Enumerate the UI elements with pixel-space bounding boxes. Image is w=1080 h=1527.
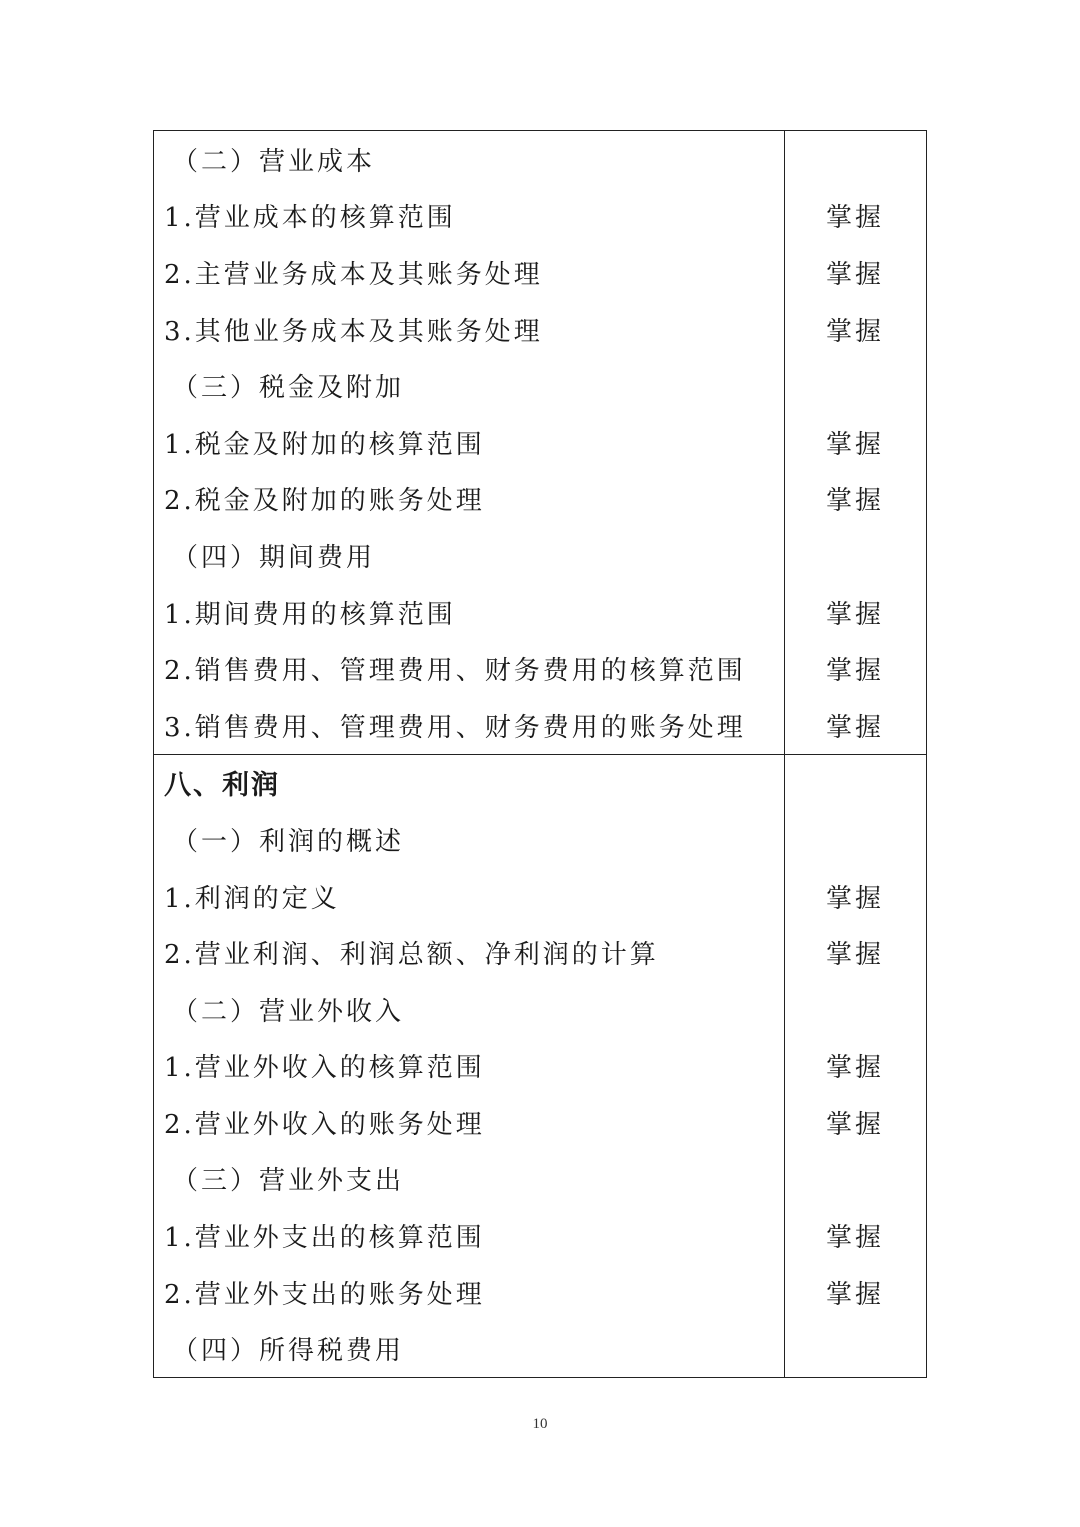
- topic-text: 1.期间费用的核算范围: [164, 599, 456, 630]
- requirement-level: 掌握: [825, 1053, 884, 1084]
- subsection-title: （四）期间费用: [172, 542, 376, 573]
- topic-text: 2.主营业务成本及其账务处理: [164, 259, 543, 290]
- requirement-level: 掌握: [825, 656, 884, 687]
- topic-text: 1.税金及附加的核算范围: [164, 429, 485, 460]
- syllabus-table: [153, 130, 927, 1378]
- table-section: [154, 755, 926, 1378]
- topic-text: 2.税金及附加的账务处理: [164, 486, 485, 517]
- subsection-title: （三）税金及附加: [172, 373, 405, 404]
- requirement-level: 掌握: [825, 599, 884, 630]
- topic-text: 1.营业外收入的核算范围: [164, 1053, 485, 1084]
- table-row: [154, 1264, 926, 1321]
- topic-text: 2.营业利润、利润总额、净利润的计算: [164, 940, 659, 971]
- table-row: [154, 131, 926, 188]
- table-row: [154, 1320, 926, 1377]
- subsection-title: （三）营业外支出: [172, 1166, 405, 1197]
- table-row: [154, 868, 926, 925]
- topic-text: 3.其他业务成本及其账务处理: [164, 316, 543, 347]
- topic-text: 1.营业成本的核算范围: [164, 203, 456, 234]
- table-row: [154, 755, 926, 812]
- subsection-title: （二）营业外收入: [172, 996, 405, 1027]
- topic-text: 2.销售费用、管理费用、财务费用的核算范围: [164, 656, 746, 687]
- topic-text: 1.利润的定义: [164, 883, 340, 914]
- requirement-level: 掌握: [825, 883, 884, 914]
- chapter-heading: 八、利润: [164, 770, 280, 802]
- requirement-level: 掌握: [825, 940, 884, 971]
- table-row: [154, 188, 926, 245]
- subsection-title: （四）所得税费用: [172, 1336, 405, 1367]
- topic-text: 1.营业外支出的核算范围: [164, 1223, 485, 1254]
- table-section: [154, 131, 926, 755]
- table-row: [154, 301, 926, 358]
- topic-text: 3.销售费用、管理费用、财务费用的账务处理: [164, 712, 746, 743]
- table-row: [154, 981, 926, 1038]
- table-row: [154, 584, 926, 641]
- requirement-level: 掌握: [825, 429, 884, 460]
- table-row: [154, 527, 926, 584]
- subsection-title: （一）利润的概述: [172, 826, 405, 857]
- table-row: [154, 244, 926, 301]
- table-row: [154, 640, 926, 697]
- requirement-level: 掌握: [825, 712, 884, 743]
- table-row: [154, 1207, 926, 1264]
- requirement-level: 掌握: [825, 259, 884, 290]
- table-row: [154, 1094, 926, 1151]
- table-row: [154, 357, 926, 414]
- subsection-title: （二）营业成本: [172, 146, 376, 177]
- table-row: [154, 697, 926, 754]
- topic-text: 2.营业外支出的账务处理: [164, 1279, 485, 1310]
- topic-text: 2.营业外收入的账务处理: [164, 1109, 485, 1140]
- table-row: [154, 1038, 926, 1095]
- requirement-level: 掌握: [825, 1279, 884, 1310]
- table-row: [154, 924, 926, 981]
- table-row: [154, 811, 926, 868]
- table-row: [154, 414, 926, 471]
- requirement-level: 掌握: [825, 1109, 884, 1140]
- page-number: 10: [532, 1416, 548, 1432]
- requirement-level: 掌握: [825, 486, 884, 517]
- table-row: [154, 1151, 926, 1208]
- requirement-level: 掌握: [825, 203, 884, 234]
- table-row: [154, 471, 926, 528]
- requirement-level: 掌握: [825, 1223, 884, 1254]
- requirement-level: 掌握: [825, 316, 884, 347]
